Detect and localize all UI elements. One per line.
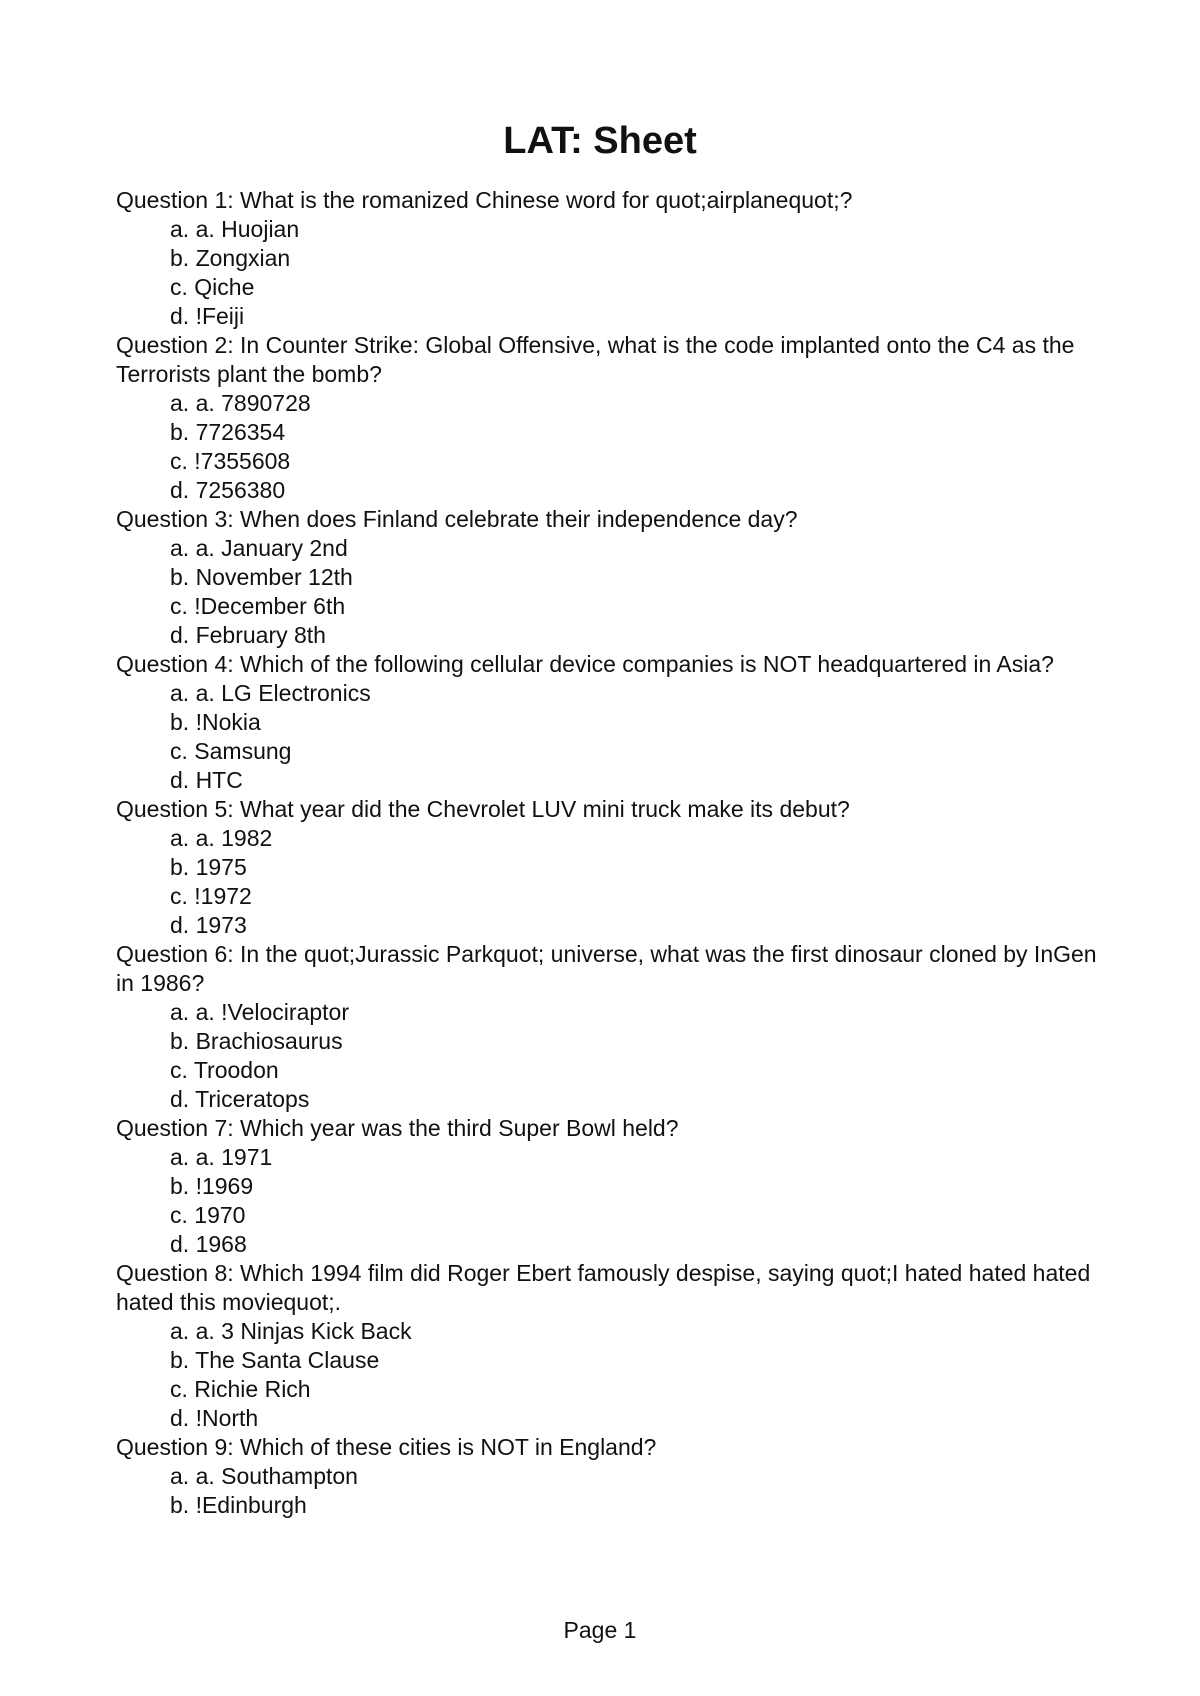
answer-option: c. Troodon: [170, 1057, 279, 1083]
answer-option: c. Samsung: [170, 738, 292, 764]
question-text: Question 3: When does Finland celebrate their independence day?: [116, 506, 798, 532]
answer-list: [116, 215, 1106, 331]
answer-option: c. 1970: [170, 1202, 246, 1228]
answer-option: b. 1975: [170, 854, 247, 880]
answer-option: b. 7726354: [170, 419, 286, 445]
question-7: [116, 1114, 1106, 1259]
question-1: [116, 186, 1106, 331]
question-text: Question 8: Which 1994 film did Roger Ebert famously despise, saying quot;I hated hated hated hated this moviequot;.: [116, 1260, 1091, 1315]
answer-option: c. Qiche: [170, 274, 255, 300]
question-6: [116, 940, 1106, 1114]
question-2: [116, 331, 1106, 505]
answer-option: d. 1973: [170, 912, 247, 938]
answer-option: d. !Feiji: [170, 303, 245, 329]
answer-option: c. !1972: [170, 883, 252, 909]
question-5: [116, 795, 1106, 940]
answer-option: d. 1968: [170, 1231, 247, 1257]
question-list: [116, 186, 1106, 1520]
answer-option: a. a. Southampton: [170, 1463, 358, 1489]
answer-option: b. !1969: [170, 1173, 254, 1199]
answer-list: [116, 1317, 1106, 1433]
question-text: Question 4: Which of the following cellular device companies is NOT headquartered in Asia?: [116, 651, 1054, 677]
answer-option: a. a. January 2nd: [170, 535, 348, 561]
answer-option: b. !Nokia: [170, 709, 261, 735]
answer-list: [116, 1462, 1106, 1520]
answer-option: d. February 8th: [170, 622, 326, 648]
answer-option: c. !December 6th: [170, 593, 346, 619]
question-9: [116, 1433, 1106, 1520]
answer-list: [116, 534, 1106, 650]
answer-option: b. November 12th: [170, 564, 353, 590]
answer-option: a. a. !Velociraptor: [170, 999, 349, 1025]
answer-option: a. a. 1971: [170, 1144, 273, 1170]
answer-list: [116, 824, 1106, 940]
answer-option: c. Richie Rich: [170, 1376, 311, 1402]
question-text: Question 7: Which year was the third Super Bowl held?: [116, 1115, 679, 1141]
answer-option: d. HTC: [170, 767, 243, 793]
answer-option: a. a. 7890728: [170, 390, 311, 416]
answer-option: b. !Edinburgh: [170, 1492, 307, 1518]
page-title: LAT: Sheet: [503, 120, 697, 162]
answer-option: c. !7355608: [170, 448, 291, 474]
answer-option: d. Triceratops: [170, 1086, 310, 1112]
answer-option: b. Brachiosaurus: [170, 1028, 343, 1054]
question-3: [116, 505, 1106, 650]
answer-option: a. a. 1982: [170, 825, 273, 851]
question-text: Question 1: What is the romanized Chinese word for quot;airplanequot;?: [116, 187, 853, 213]
answer-option: d. 7256380: [170, 477, 286, 503]
answer-list: [116, 998, 1106, 1114]
answer-list: [116, 389, 1106, 505]
question-text: Question 2: In Counter Strike: Global Offensive, what is the code implanted onto the C4 as the Terrorists plant the bomb?: [116, 332, 1075, 387]
answer-option: a. a. Huojian: [170, 216, 300, 242]
answer-option: b. The Santa Clause: [170, 1347, 380, 1373]
page-number: Page 1: [563, 1617, 637, 1643]
question-4: [116, 650, 1106, 795]
answer-option: b. Zongxian: [170, 245, 291, 271]
answer-option: a. a. 3 Ninjas Kick Back: [170, 1318, 412, 1344]
answer-list: [116, 679, 1106, 795]
question-text: Question 6: In the quot;Jurassic Parkquot; universe, what was the first dinosaur cloned by InGen in 1986?: [116, 941, 1097, 996]
question-8: [116, 1259, 1106, 1433]
answer-list: [116, 1143, 1106, 1259]
question-text: Question 5: What year did the Chevrolet LUV mini truck make its debut?: [116, 796, 850, 822]
question-text: Question 9: Which of these cities is NOT in England?: [116, 1434, 657, 1460]
answer-option: a. a. LG Electronics: [170, 680, 371, 706]
answer-option: d. !North: [170, 1405, 259, 1431]
